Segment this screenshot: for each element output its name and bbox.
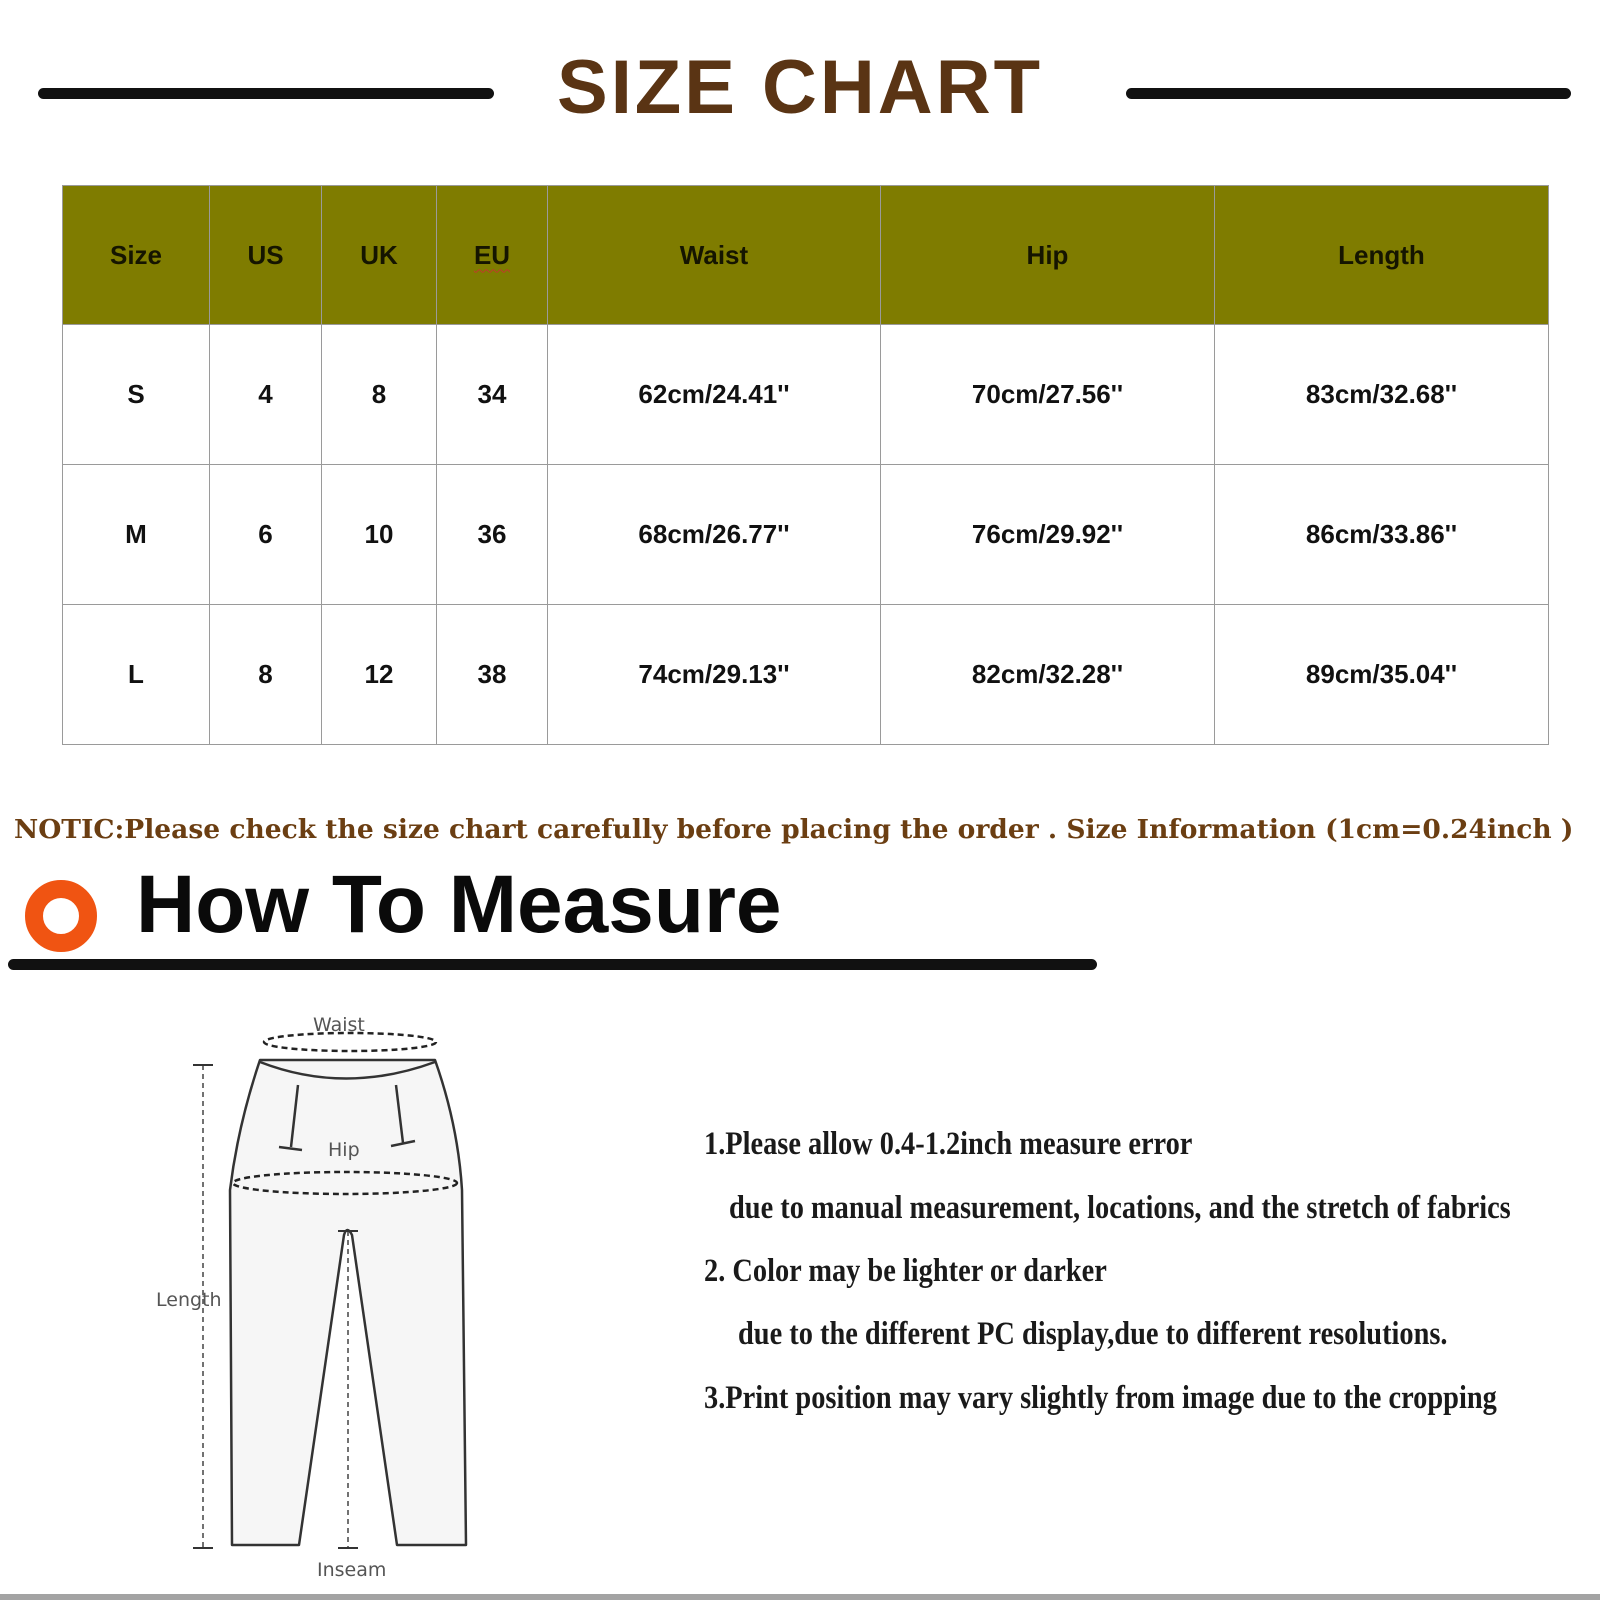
cell-us: 8 — [210, 605, 322, 745]
cell-waist: 62cm/24.41'' — [548, 325, 881, 465]
cell-uk: 8 — [322, 325, 437, 465]
cell-hip: 76cm/29.92'' — [881, 465, 1215, 605]
note-line: due to manual measurement, locations, and the stretch of fabrics — [729, 1190, 1511, 1226]
cell-length: 86cm/33.86'' — [1215, 465, 1549, 605]
column-header-waist: Waist — [548, 186, 881, 325]
cell-hip: 82cm/32.28'' — [881, 605, 1215, 745]
pants-measurement-diagram — [140, 1005, 500, 1585]
column-header-eu — [437, 186, 548, 325]
table-header-row — [63, 186, 1549, 325]
inseam-label: Inseam — [317, 1559, 387, 1581]
footer-bar — [0, 1594, 1600, 1600]
note-line: 3.Print position may vary slightly from image due to the cropping — [704, 1380, 1497, 1416]
cell-size: M — [63, 465, 210, 605]
note-line: 1.Please allow 0.4-1.2inch measure error — [704, 1126, 1193, 1162]
note-line: due to the different PC display,due to different resolutions. — [738, 1316, 1448, 1352]
how-to-measure-title: How To Measure — [136, 859, 782, 950]
how-to-measure-rule — [8, 959, 1097, 970]
note-line: 2. Color may be lighter or darker — [704, 1253, 1107, 1289]
ring-icon — [25, 880, 97, 952]
column-header-uk: UK — [322, 186, 437, 325]
cell-us: 6 — [210, 465, 322, 605]
length-label: Length — [156, 1289, 222, 1311]
column-header-us: US — [210, 186, 322, 325]
cell-eu: 38 — [437, 605, 548, 745]
column-header-eu-label: EU — [473, 239, 511, 270]
column-header-length: Length — [1215, 186, 1549, 325]
column-header-hip: Hip — [881, 186, 1215, 325]
size-notice: NOTIC:Please check the size chart carefully before placing the order . Size Information (1cm=0.24inch ) — [14, 814, 1574, 845]
size-table — [62, 185, 1549, 745]
hip-label: Hip — [328, 1139, 360, 1161]
table-row — [63, 605, 1549, 745]
cell-us: 4 — [210, 325, 322, 465]
cell-uk: 10 — [322, 465, 437, 605]
cell-length: 89cm/35.04'' — [1215, 605, 1549, 745]
table-row — [63, 325, 1549, 465]
cell-length: 83cm/32.68'' — [1215, 325, 1549, 465]
waist-label: Waist — [313, 1014, 365, 1036]
cell-uk: 12 — [322, 605, 437, 745]
cell-size: L — [63, 605, 210, 745]
page-title: SIZE CHART — [557, 45, 1043, 130]
cell-waist: 68cm/26.77'' — [548, 465, 881, 605]
cell-eu: 34 — [437, 325, 548, 465]
table-row — [63, 465, 1549, 605]
header-rule-left — [38, 88, 494, 99]
cell-size: S — [63, 325, 210, 465]
pants-outline — [230, 1060, 466, 1545]
header-rule-right — [1126, 88, 1571, 99]
cell-waist: 74cm/29.13'' — [548, 605, 881, 745]
column-header-size: Size — [63, 186, 210, 325]
cell-eu: 36 — [437, 465, 548, 605]
cell-hip: 70cm/27.56'' — [881, 325, 1215, 465]
